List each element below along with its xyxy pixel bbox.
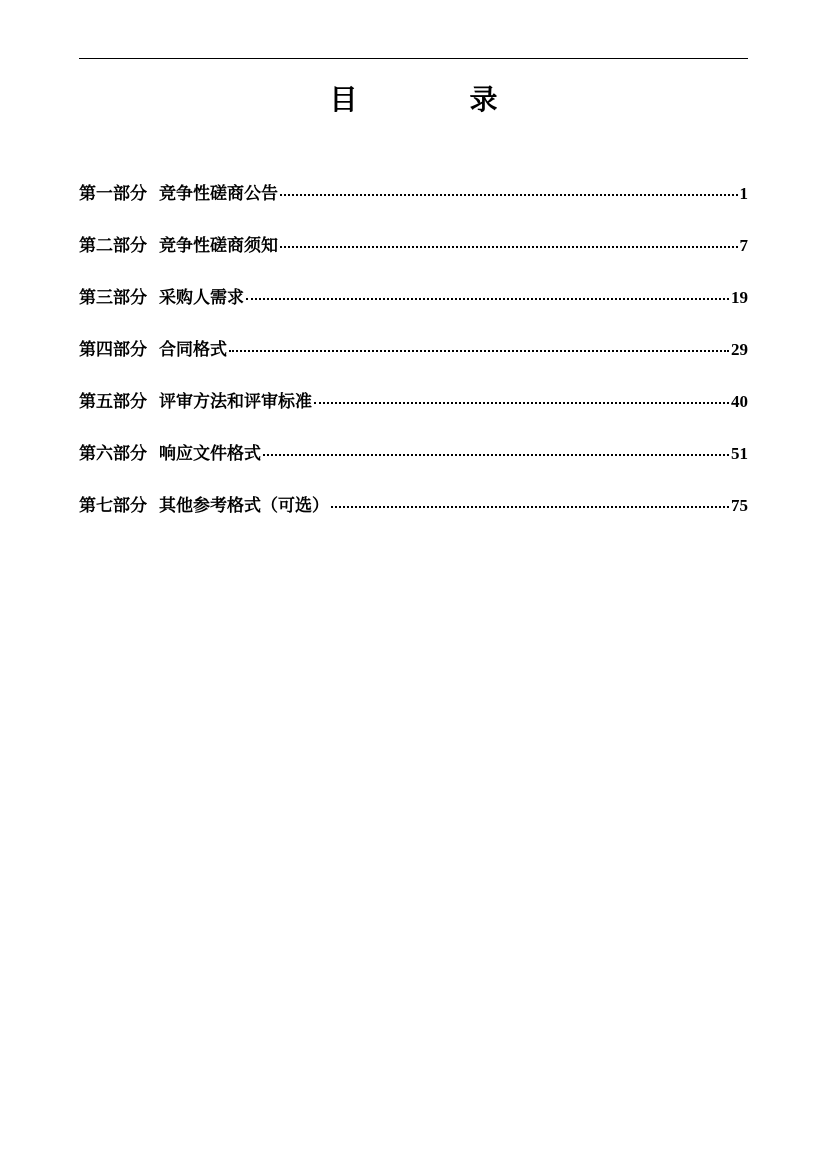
toc-part-label: 第七部分	[79, 496, 147, 516]
toc-section-name: 响应文件格式	[159, 444, 261, 464]
toc-entry-part-3[interactable]	[79, 280, 748, 332]
toc-section-name: 采购人需求	[159, 288, 244, 308]
toc-section-name: 其他参考格式（可选）	[159, 496, 329, 516]
toc-page-number: 40	[731, 392, 748, 411]
page-title: 目 录	[329, 83, 498, 116]
dot-leader	[263, 454, 729, 456]
table-of-contents	[79, 176, 748, 540]
toc-section-name: 竞争性磋商公告	[159, 184, 278, 204]
toc-entry-part-7[interactable]	[79, 488, 748, 540]
toc-page-number: 1	[739, 184, 748, 203]
toc-section-name: 合同格式	[159, 340, 227, 360]
toc-entry-part-1[interactable]	[79, 176, 748, 228]
dot-leader	[314, 402, 729, 404]
toc-page-number: 7	[739, 236, 748, 255]
toc-part-label: 第一部分	[79, 184, 147, 204]
dot-leader	[280, 246, 738, 248]
dot-leader	[229, 350, 729, 352]
toc-part-label: 第四部分	[79, 340, 147, 360]
toc-entry-part-6[interactable]	[79, 436, 748, 488]
toc-section-name: 评审方法和评审标准	[159, 392, 312, 412]
toc-part-label: 第二部分	[79, 236, 147, 256]
dot-leader	[280, 194, 738, 196]
dot-leader	[246, 298, 729, 300]
toc-page-number: 75	[731, 496, 748, 515]
toc-section-name: 竞争性磋商须知	[159, 236, 278, 256]
toc-entry-part-5[interactable]	[79, 384, 748, 436]
toc-entry-part-2[interactable]	[79, 228, 748, 280]
toc-part-label: 第三部分	[79, 288, 147, 308]
toc-page-number: 51	[731, 444, 748, 463]
toc-part-label: 第六部分	[79, 444, 147, 464]
toc-part-label: 第五部分	[79, 392, 147, 412]
toc-page-number: 19	[731, 288, 748, 307]
dot-leader	[331, 506, 729, 508]
toc-entry-part-4[interactable]	[79, 332, 748, 384]
toc-page-number: 29	[731, 340, 748, 359]
header-rule	[79, 58, 748, 59]
